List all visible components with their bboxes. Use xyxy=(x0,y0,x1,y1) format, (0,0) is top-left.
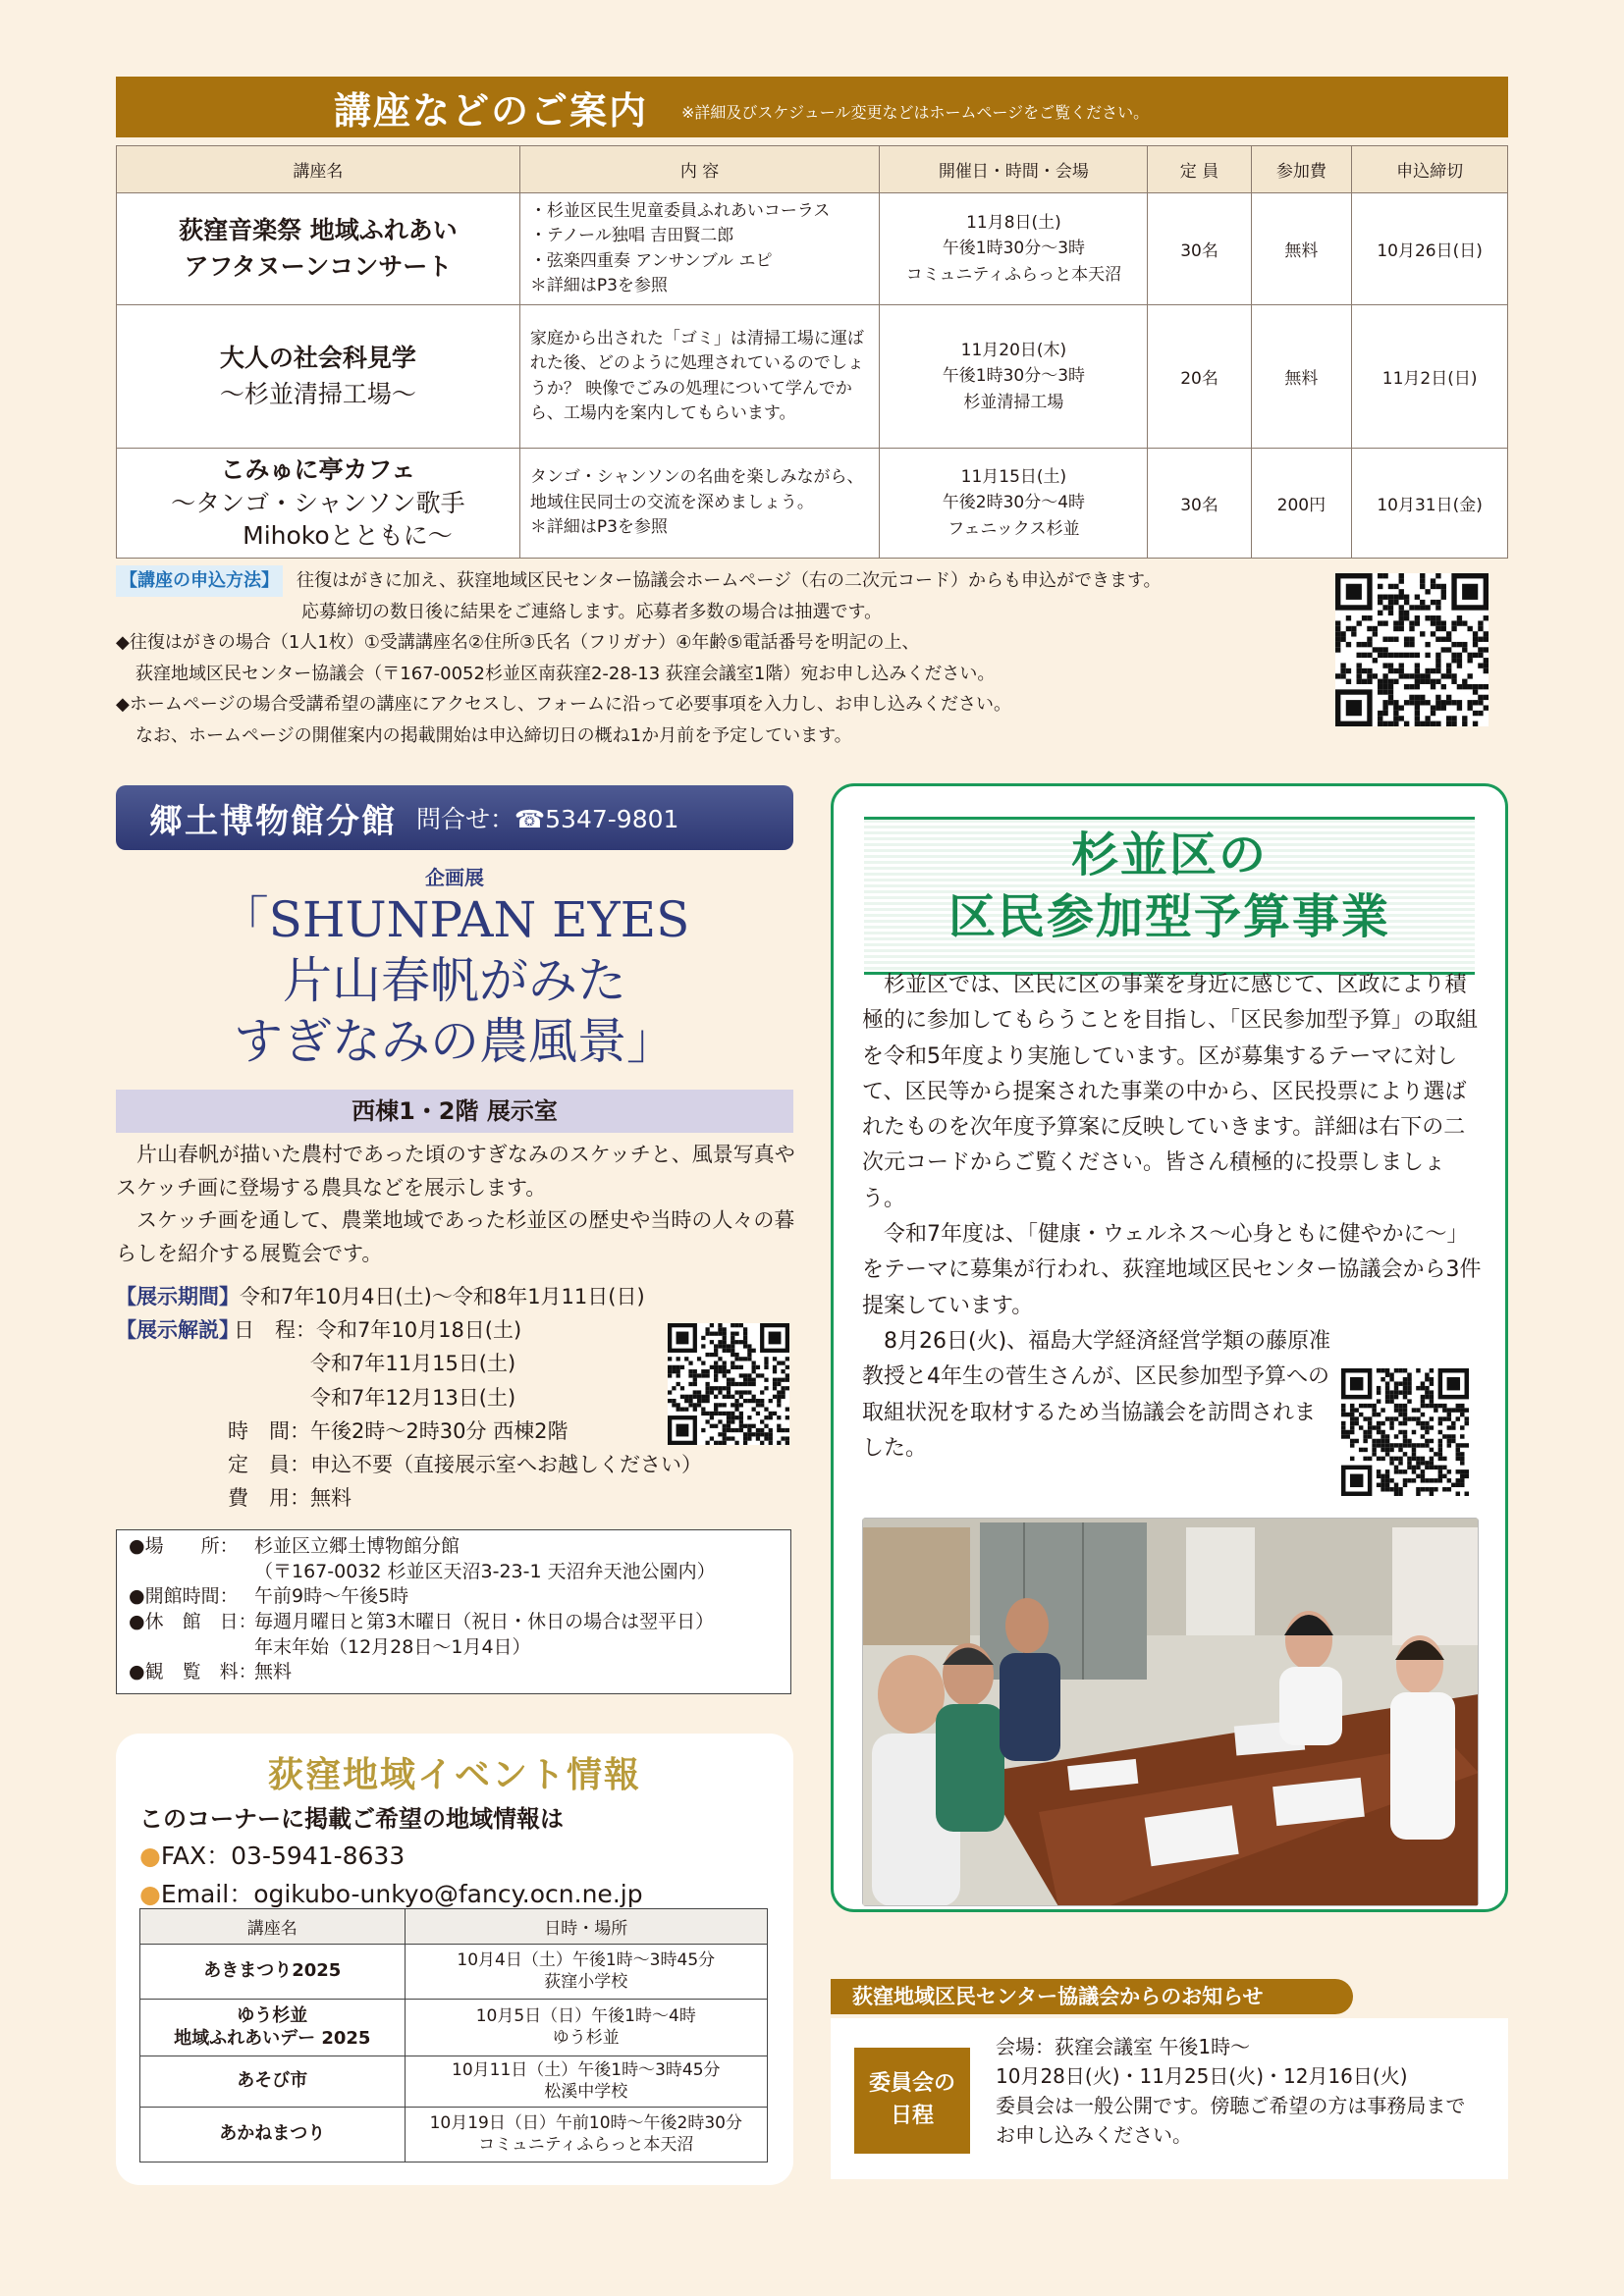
col-header: 日時・場所 xyxy=(405,1909,767,1945)
talk-label: 【展示解説】 xyxy=(116,1318,240,1343)
fax-number: FAX：03-5941-8633 xyxy=(160,1842,406,1871)
course-content: 家庭から出された「ゴミ」は清掃工場に運ばれた後、どのように処理されているのでしょうか？ 映像でごみの処理について学んでから、工場内を案内してもらいます。 xyxy=(519,305,880,449)
events-title: 荻窪地域イベント情報 xyxy=(267,1755,641,1795)
exhibit-title: 「SHUNPAN EYES 片山春帆がみた すぎなみの農風景」 xyxy=(219,891,690,1070)
qr-code-icon[interactable] xyxy=(668,1323,789,1445)
table-row: あかねまつり 10月19日（日）午前10時～午後2時30分 コミュニティふらっと本天沼 xyxy=(140,2108,768,2163)
exhibit-info: 【展示期間】令和7年10月4日(土)～令和8年1月11日(日) 【展示解説】 日 程： 令和7年10月18日(土) 令和7年11月15日(土) 令和7年12月13日(土) 時 間： 午後2時～2時30分 西棟2階 定 員： 申込不要（直接展示室へお越しください） 費 用： 無料 xyxy=(116,1285,702,1511)
col-header: 内 容 xyxy=(519,146,880,193)
divider xyxy=(864,817,1475,820)
course-name: 荻窪音楽祭 地域ふれあい アフタヌーンコンサート xyxy=(117,193,520,305)
col-header: 講座名 xyxy=(117,146,520,193)
bullet-icon: ● xyxy=(139,1879,161,1908)
col-header: 講座名 xyxy=(140,1909,406,1945)
course-date: 11月8日(土) 午後1時30分～3時 コミュニティふらっと本天沼 xyxy=(880,193,1148,305)
budget-body: 杉並区では、区民に区の事業を身近に感じて、区政により積極的に参加してもらうことを目指し、「区民参加型予算」の取組を令和5年度より実施しています。区が募集するテーマに対して、区民等から提案された事業の中から、区民投票により選ばれたものを次年度予算案に反映していきます。詳細は右下の二次元コードからご覧ください。皆さん積極的に投票しましょう。 令和7年度は、「健康・ウェルネス～心身ともに健やかに～」をテーマに募集が行われ、荻窪地域区民センター協議会から3件提案しています。 8月26日(火)、福島大学経済経営学類の藤原准教授と4年生の菅生さんが、区民参加型予算への取組状況を取材するため当協議会を訪問されました。 xyxy=(862,973,1482,1461)
courses-title: 講座などのご案内 xyxy=(334,88,649,133)
table-row xyxy=(117,193,1508,305)
apply-label: 【講座の申込方法】 xyxy=(116,565,283,597)
museum-title: 郷土博物館分館 xyxy=(149,801,397,841)
course-fee: 無料 xyxy=(1251,193,1352,305)
email-address[interactable]: Email：ogikubo-unkyo@fancy.ocn.ne.jp xyxy=(160,1879,643,1908)
course-name: こみゅに亭カフェ ～タンゴ・シャンソン歌手 Mihokoとともに～ xyxy=(117,449,520,559)
course-date: 11月20日(木) 午後1時30分～3時 杉並清掃工場 xyxy=(880,305,1148,449)
notice-header: 荻窪地域区民センター協議会からのお知らせ xyxy=(831,1979,1353,2014)
period-value: 令和7年10月4日(土)～令和8年1月11日(日) xyxy=(240,1285,645,1308)
committee-label: 委員会の 日程 xyxy=(854,2048,970,2154)
museum-header xyxy=(116,785,793,850)
meeting-photo xyxy=(862,1518,1479,1906)
qr-code-icon[interactable] xyxy=(1335,573,1489,726)
course-content: ・杉並区民生児童委員ふれあいコーラス ・テノール独唱 吉田賢二郎 ・弦楽四重奏 アンサンブル エピ ＊詳細はP3を参照 xyxy=(519,193,880,305)
col-header: 定 員 xyxy=(1148,146,1251,193)
table-row: ゆう杉並 地域ふれあいデー 2025 10月5日（日）午後1時～4時 ゆう杉並 xyxy=(140,2000,768,2056)
course-fee: 200円 xyxy=(1251,449,1352,559)
col-header: 申込締切 xyxy=(1352,146,1508,193)
course-date: 11月15日(土) 午後2時30分～4時 フェニックス杉並 xyxy=(880,449,1148,559)
museum-contact: 問合せ：☎5347-9801 xyxy=(416,805,679,833)
course-capacity: 30名 xyxy=(1148,449,1251,559)
course-table-header xyxy=(117,146,1508,193)
exhibit-description: 片山春帆が描いた農村であった頃のすぎなみのスケッチと、風景写真やスケッチ画に登場する農具などを展示します。 スケッチ画を通して、農業地域であった杉並区の歴史や当時の人々の暮らしを紹介する展覧会です。 xyxy=(116,1143,795,1265)
bullet-icon: ● xyxy=(139,1842,161,1871)
exhibit-place: 西棟1・2階 展示室 xyxy=(116,1090,793,1133)
table-row: あきまつり2025 10月4日（土）午後1時～3時45分 荻窪小学校 xyxy=(140,1945,768,2000)
course-deadline: 10月26日(日) xyxy=(1352,193,1508,305)
table-row: あそび市 10月11日（土）午後1時～3時45分 松溪中学校 xyxy=(140,2056,768,2108)
course-fee: 無料 xyxy=(1251,305,1352,449)
course-deadline: 11月2日(日) xyxy=(1352,305,1508,449)
budget-title: 杉並区の 区民参加型予算事業 xyxy=(947,828,1390,945)
table-row xyxy=(117,449,1508,559)
period-label: 【展示期間】 xyxy=(116,1285,240,1308)
table-row xyxy=(117,305,1508,449)
course-name: 大人の社会科見学 ～杉並清掃工場～ xyxy=(117,305,520,449)
course-capacity: 20名 xyxy=(1148,305,1251,449)
courses-note: ※詳細及びスケジュール変更などはホームページをご覧ください。 xyxy=(681,102,1150,122)
qr-code-icon[interactable] xyxy=(1341,1368,1469,1496)
col-header: 開催日・時間・会場 xyxy=(880,146,1148,193)
event-table xyxy=(139,1908,768,2163)
venue-info-box: ●場 所： 杉並区立郷土博物館分館 （〒167-0032 杉並区天沼3-23-1 天沼弁天池公園内） ●開館時間： 午前9時～午後5時 ●休 館 日： 毎週月曜日と第3木曜日（祝日・休日の場合は翌平日） 年末年始（12月28日～1月4日） ●観 覧 料： 無料 xyxy=(116,1529,791,1694)
courses-header xyxy=(116,77,1508,137)
course-capacity: 30名 xyxy=(1148,193,1251,305)
course-table xyxy=(116,145,1508,559)
col-header: 参加費 xyxy=(1251,146,1352,193)
course-content: タンゴ・シャンソンの名曲を楽しみながら、地域住民同士の交流を深めましょう。 ＊詳細はP3を参照 xyxy=(519,449,880,559)
apply-instructions: 【講座の申込方法】 往復はがきに加え、荻窪地域区民センター協議会ホームページ（右の二次元コード）からも申込ができます。 応募締切の数日後に結果をご連絡します。応募者多数の場合は抽選です。 ◆往復はがきの場合（1人1枚）①受講講座名②住所③氏名（フリガナ）④年齢⑤電話番号を明記の上、 荻窪地域区民センター協議会（〒167-0052杉並区南荻窪2-28-13 荻窪会議室1階）宛お申し込みください。 ◆ホームページの場合受講希望の講座にアクセスし、フォームに沿って必要事項を入力し、お申し込みください。 なお、ホームページの開催案内の掲載開始は申込締切日の概ね1か月前を予定しています。 xyxy=(116,565,1314,751)
course-deadline: 10月31日(金) xyxy=(1352,449,1508,559)
committee-schedule: 会場：荻窪会議室 午後1時～ 10月28日(火)・11月25日(火)・12月16日(火) 委員会は一般公開です。傍聴ご希望の方は事務局まで お申し込みください。 xyxy=(996,2035,1466,2147)
events-intro: このコーナーに掲載ご希望の地域情報は ●FAX：03-5941-8633 ●Email：ogikubo-unkyo@fancy.ocn.ne.jp xyxy=(139,1805,643,1908)
exhibit-kind: 企画展 xyxy=(425,866,484,889)
